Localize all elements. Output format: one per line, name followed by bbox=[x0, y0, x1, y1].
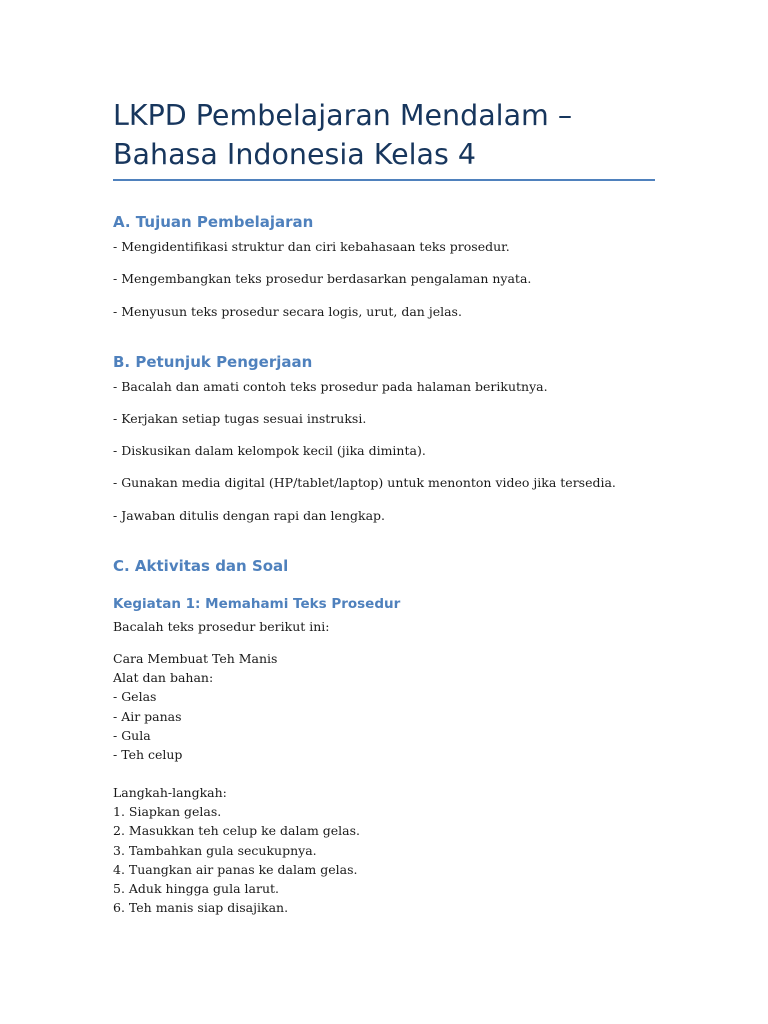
procedure-text-title: Cara Membuat Teh Manis bbox=[113, 651, 278, 666]
section-c-heading: C. Aktivitas dan Soal bbox=[113, 557, 289, 575]
section-b-item-4: - Gunakan media digital (HP/tablet/laptop) untuk menonton video jika tersedia. bbox=[113, 475, 616, 490]
section-a-item-3: - Menyusun teks prosedur secara logis, urut, dan jelas. bbox=[113, 304, 462, 319]
materials-label: Alat dan bahan: bbox=[113, 670, 214, 686]
material-item: - Gula bbox=[113, 727, 151, 743]
step-item: 3. Tambahkan gula secukupnya. bbox=[113, 842, 317, 858]
section-b-item-2: - Kerjakan setiap tugas sesuai instruksi. bbox=[113, 411, 367, 426]
material-item: - Teh celup bbox=[113, 747, 183, 763]
step-item: 6. Teh manis siap disajikan. bbox=[113, 900, 289, 916]
procedure-steps-block bbox=[113, 783, 360, 917]
section-a-item-2: - Mengembangkan teks prosedur berdasarkan pengalaman nyata. bbox=[113, 271, 532, 286]
document-title-line-1: LKPD Pembelajaran Mendalam – bbox=[113, 99, 573, 132]
section-b-item-1: - Bacalah dan amati contoh teks prosedur pada halaman berikutnya. bbox=[113, 379, 548, 394]
kegiatan-1-heading: Kegiatan 1: Memahami Teks Prosedur bbox=[113, 596, 401, 612]
step-item: 2. Masukkan teh celup ke dalam gelas. bbox=[113, 823, 361, 839]
document-title bbox=[113, 96, 673, 174]
section-b-item-5: - Jawaban ditulis dengan rapi dan lengkap. bbox=[113, 508, 386, 523]
step-item: 4. Tuangkan air panas ke dalam gelas. bbox=[113, 861, 358, 877]
material-item: - Air panas bbox=[113, 708, 182, 724]
section-b-item-3: - Diskusikan dalam kelompok kecil (jika diminta). bbox=[113, 443, 426, 458]
section-a-item-1: - Mengidentifikasi struktur dan ciri kebahasaan teks prosedur. bbox=[113, 239, 510, 254]
document-title-line-2: Bahasa Indonesia Kelas 4 bbox=[113, 138, 477, 171]
section-b-heading: B. Petunjuk Pengerjaan bbox=[113, 353, 313, 371]
step-item: 5. Aduk hingga gula larut. bbox=[113, 881, 280, 897]
steps-label: Langkah-langkah: bbox=[113, 785, 227, 800]
material-item: - Gelas bbox=[113, 689, 157, 705]
kegiatan-1-intro: Bacalah teks prosedur berikut ini: bbox=[113, 619, 330, 634]
procedure-text-block bbox=[113, 649, 277, 764]
title-underline-divider bbox=[113, 179, 655, 181]
section-a-heading: A. Tujuan Pembelajaran bbox=[113, 213, 314, 231]
step-item: 1. Siapkan gelas. bbox=[113, 804, 222, 820]
